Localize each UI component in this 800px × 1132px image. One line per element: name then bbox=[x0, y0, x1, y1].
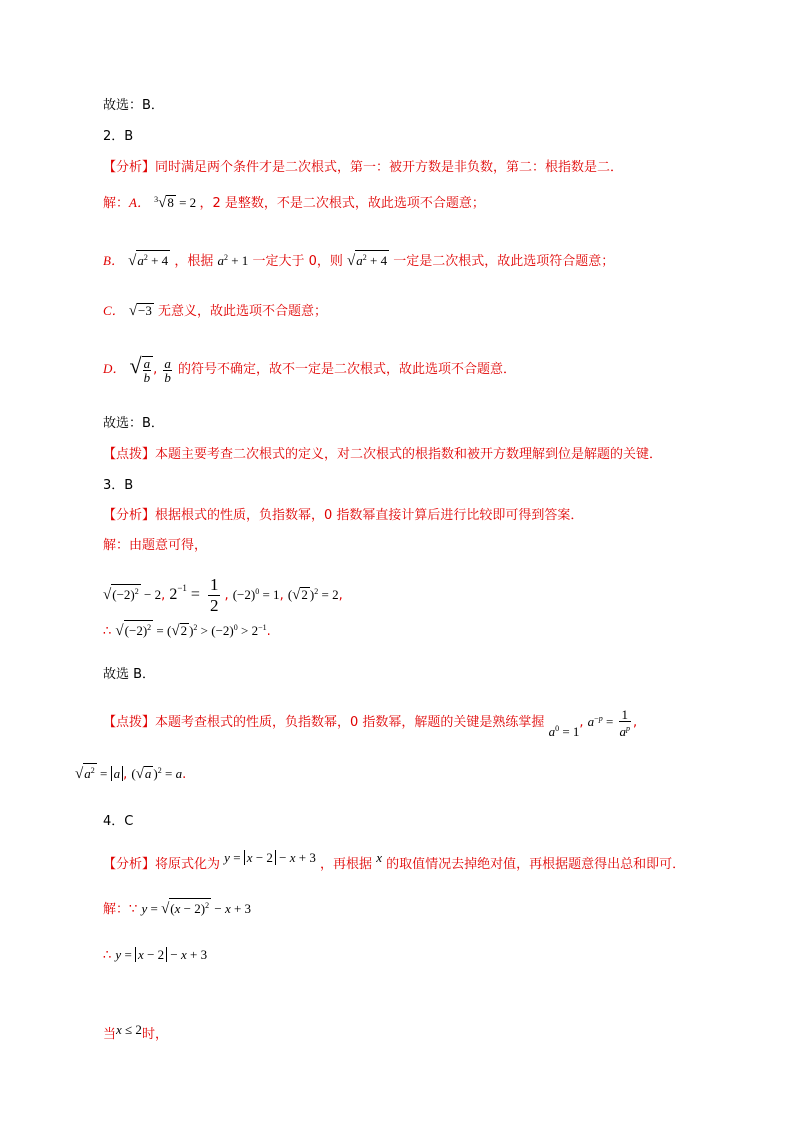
solution-option-d: D． √ $\frac{a}{b}$ , $\frac{a}{b}$ 的符号不确定，故不一定是二次根式，故此选项不合题意． bbox=[103, 353, 517, 386]
a-negative-power: $a^{-p}$ = $\frac{1}{a^p}$ bbox=[587, 707, 631, 739]
option-b-text-a: ，根据 bbox=[174, 254, 214, 269]
tip-tag: 【点拨】 bbox=[103, 714, 156, 730]
conclusion-line-2: 故选：B． bbox=[103, 416, 164, 431]
sqrt-a-squared-abs: $√a^2 = a$ bbox=[75, 766, 123, 781]
analysis-text-a: 将原式化为 bbox=[155, 857, 221, 872]
option-b-label: B． bbox=[103, 253, 124, 268]
variable-x: x bbox=[376, 850, 382, 865]
case-pre: 当 bbox=[103, 1027, 117, 1042]
option-a-label: A． bbox=[129, 195, 150, 210]
answer-4-heading: 4．C bbox=[103, 814, 134, 829]
option-d-text: 的符号不确定，故不一定是二次根式，故此选项不合题意． bbox=[178, 362, 517, 377]
solution-option-c bbox=[103, 301, 327, 322]
analysis-text: 根据根式的性质，负指数幂，0 指数幂直接计算后进行比较即可得到答案． bbox=[155, 508, 584, 523]
solution-label: 解： bbox=[103, 902, 130, 917]
a-power-zero: $a^0 = 1$ bbox=[548, 723, 580, 739]
sqrt2-squared: (√2 )$^2$ = 2 bbox=[287, 587, 339, 604]
option-d-label: D． bbox=[103, 361, 126, 376]
therefore-symbol: ∴ bbox=[103, 624, 112, 639]
y-abs-formula: y = x − 2 − x + 3 bbox=[224, 850, 316, 865]
a2-plus-1: $a^2 + 1$ bbox=[217, 253, 249, 268]
solution-intro-3: 解：由题意可得， bbox=[103, 538, 208, 553]
tip-text: 本题主要考查二次根式的定义，对二次根式的根指数和被开方数理解到位是解题的关键． bbox=[155, 447, 663, 462]
y-sqrt-formula: $y = √(x - 2)^2 - x + 3$ bbox=[141, 901, 251, 916]
tip-tag: 【点拨】 bbox=[103, 447, 156, 462]
two-to-minus-one: $2^{-1}$ = $\frac{1}{2}$ bbox=[169, 575, 219, 615]
sqrt-a2-plus-4: $√a^2 + 4$ bbox=[128, 253, 170, 268]
sqrt-minus-3: √−3 bbox=[128, 303, 152, 319]
conclusion-line-3: 故选 B． bbox=[103, 667, 156, 682]
comparison-formula: $√(-2)^2 = (√2$ )$^2 > (-2)^0 > 2^{-1}$ bbox=[115, 623, 266, 638]
analysis-2 bbox=[103, 158, 623, 178]
tip-3-formulas: $√a^2 = a$ , (√a )$^2$ = a. bbox=[75, 761, 186, 785]
analysis-tag: 【分析】 bbox=[103, 857, 156, 872]
sqrt-a-over-b: √ $\frac{a}{b}$ bbox=[130, 361, 154, 376]
option-c-label: C． bbox=[103, 303, 125, 318]
x-le-2: x ≤ 2 bbox=[116, 1022, 142, 1037]
option-b-text-c: 一定是二次根式，故此选项符合题意； bbox=[393, 254, 615, 269]
sqrt-neg2-squared-minus-2: $√(-2)^2 - 2$ bbox=[103, 587, 161, 602]
tip-text: 本题考查根式的性质，负指数幂，0 指数幂，解题的关键是熟练掌握 bbox=[155, 714, 545, 730]
analysis-text-c: 的取值情况去掉绝对值，再根据题意得出总和即可． bbox=[386, 857, 686, 872]
conclusion-line-1: 故选：B． bbox=[103, 98, 164, 113]
tip-3: 【点拨】本题考查根式的性质，负指数幂，0 指数幂，解题的关键是熟练掌握 $a^0 = 1$, $a^{-p}$ = $\frac{1}{a^p}$ , bbox=[103, 707, 638, 739]
sqrt-a-squared-a: (√a )$^2$ = a bbox=[131, 766, 183, 782]
option-a-text: ，2 是整数，不是二次根式，故此选项不合题意； bbox=[199, 196, 485, 211]
answer-3-heading: 3．B bbox=[103, 478, 134, 493]
neg2-power-zero: $(-2)^0 = 1$ bbox=[232, 587, 280, 603]
analysis-3 bbox=[103, 506, 583, 526]
a-over-b-fraction: $\frac{a}{b}$ bbox=[164, 355, 171, 385]
because-symbol: ∵ bbox=[129, 902, 138, 917]
analysis-tag: 【分析】 bbox=[103, 508, 156, 523]
y-abs-formula-2: y = x − 2 − x + 3 bbox=[115, 947, 208, 962]
option-c-text: 无意义，故此选项不合题意； bbox=[158, 304, 328, 319]
analysis-text: 同时满足两个条件才是二次根式，第一：被开方数是非负数，第二：根指数是二． bbox=[155, 160, 624, 175]
therefore-symbol: ∴ bbox=[103, 948, 112, 963]
solution-option-a bbox=[103, 190, 485, 214]
analysis-4 bbox=[103, 848, 685, 875]
case-post: 时， bbox=[141, 1027, 168, 1042]
cube-root-formula: $^3$√8 = 2 bbox=[154, 195, 200, 211]
solution-values-3: $√(-2)^2 - 2$, $2^{-1}$ = $\frac{1}{2}$ , $(-2)^0 = 1$, (√2 )$^2$ = 2, bbox=[103, 575, 343, 615]
option-b-text-b: 一定大于 0，则 bbox=[252, 254, 343, 269]
solution-option-b bbox=[103, 248, 614, 272]
solution-4-therefore bbox=[103, 945, 207, 966]
sqrt-a2-plus-4-second: $√a^2 + 4$ bbox=[347, 253, 389, 268]
case-x-le-2 bbox=[103, 1020, 168, 1045]
analysis-tag: 【分析】 bbox=[103, 160, 156, 175]
tip-2 bbox=[103, 445, 662, 465]
analysis-text-b: ，再根据 bbox=[320, 857, 373, 872]
answer-2-heading: 2．B bbox=[103, 129, 134, 144]
solution-4-given bbox=[103, 898, 251, 920]
comparison-3: ∴ $√(-2)^2 = (√2$ )$^2 > (-2)^0 > 2^{-1}$. bbox=[103, 618, 271, 642]
solution-label: 解： bbox=[103, 196, 130, 211]
